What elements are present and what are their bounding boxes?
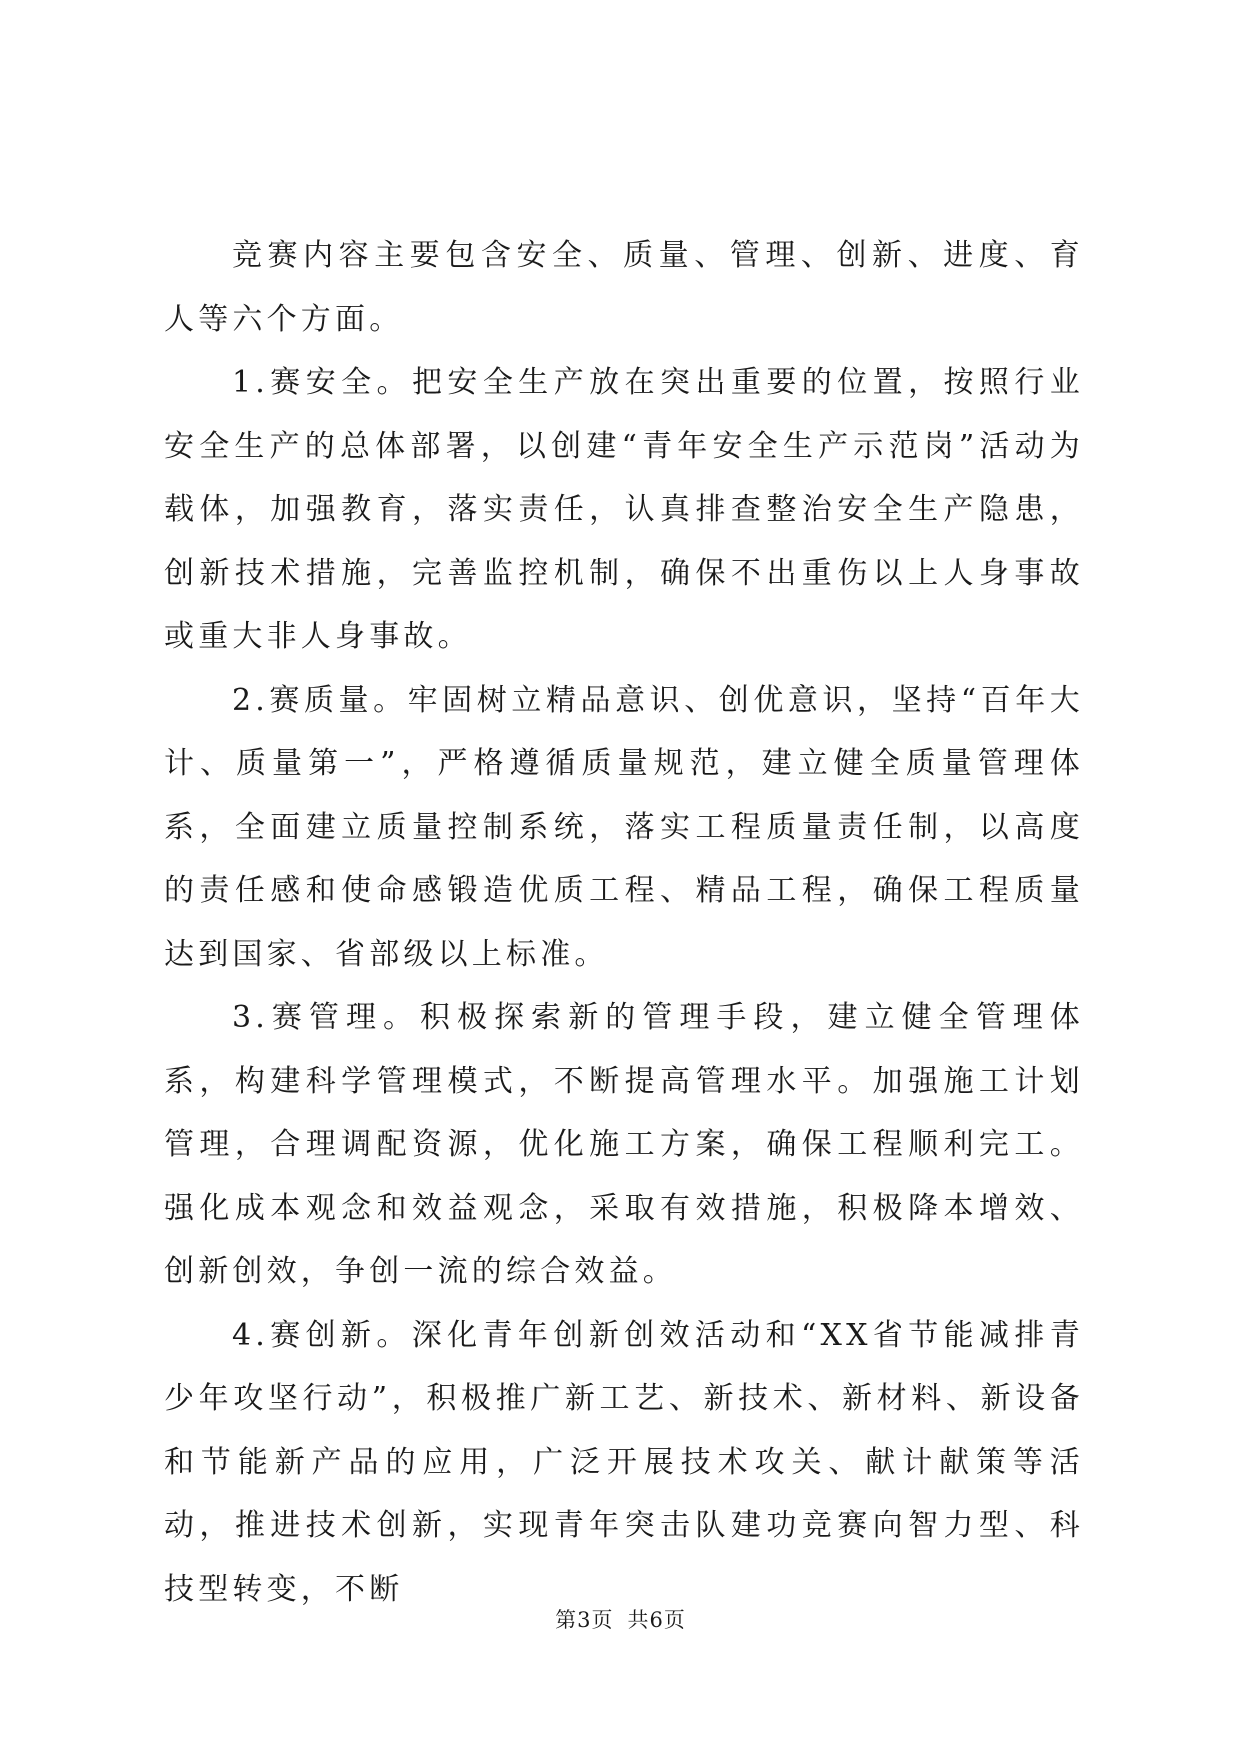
page-total: 共6页 xyxy=(627,1608,686,1632)
paragraph-innovation: 4.赛创新。深化青年创新创效活动和“XX省节能减排青少年攻坚行动”，积极推广新工艺、新技术、新材料、新设备和节能新产品的应用，广泛开展技术攻关、献计献策等活动，推进技术创新，实现青年突击队建功竞赛向智力型、科技型转变，不断 xyxy=(164,1317,1084,1607)
paragraph-management: 3.赛管理。积极探索新的管理手段，建立健全管理体系，构建科学管理模式，不断提高管理水平。加强施工计划管理，合理调配资源，优化施工方案，确保工程顺利完工。强化成本观念和效益观念，采取有效措施，积极降本增效、创新创效，争创一流的综合效益。 xyxy=(164,1000,1084,1289)
page-footer xyxy=(0,1605,1241,1635)
paragraph-safety: 1.赛安全。把安全生产放在突出重要的位置，按照行业安全生产的总体部署，以创建“青年安全生产示范岗”活动为载体，加强教育，落实责任，认真排查整治安全生产隐患，创新技术措施，完善监控机制，确保不出重伤以上人身事故或重大非人身事故。 xyxy=(164,365,1084,654)
paragraph-quality: 2.赛质量。牢固树立精品意识、创优意识，坚持“百年大计、质量第一”，严格遵循质量规范，建立健全质量管理体系，全面建立质量控制系统，落实工程质量责任制，以高度的责任感和使命感锻造优质工程、精品工程，确保工程质量达到国家、省部级以上标准。 xyxy=(164,682,1084,972)
document-body xyxy=(164,224,1084,1621)
page-number: 第3页 xyxy=(555,1608,614,1632)
paragraph-intro: 竞赛内容主要包含安全、质量、管理、创新、进度、育人等六个方面。 xyxy=(164,238,1084,337)
